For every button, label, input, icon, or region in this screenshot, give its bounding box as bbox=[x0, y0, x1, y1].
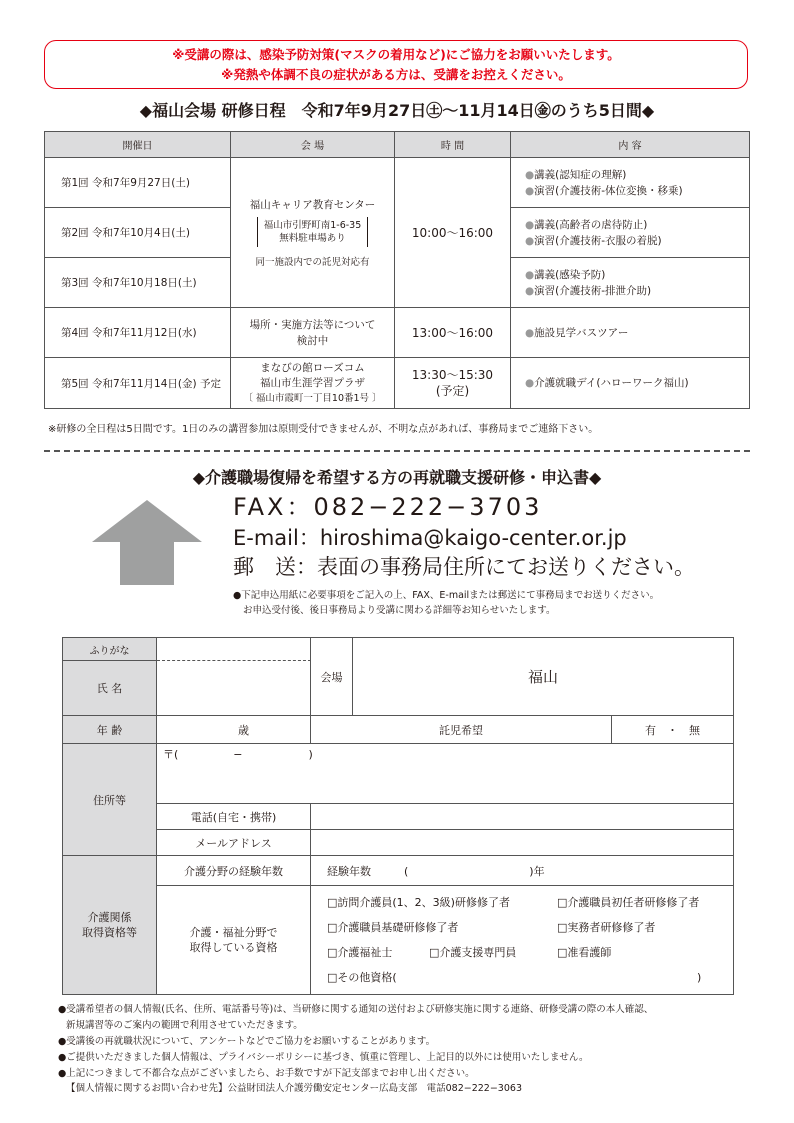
content-item: 演習(介護技術-排泄介助) bbox=[534, 284, 652, 297]
header-time: 時 間 bbox=[395, 132, 511, 158]
cert-checkbox[interactable]: □実務者研修修了者 bbox=[557, 921, 656, 934]
postal-field[interactable] bbox=[157, 744, 734, 804]
time-value: 13:30～15:30 bbox=[411, 368, 494, 382]
session-content bbox=[511, 208, 750, 258]
certification-label-line: 取得している資格 bbox=[189, 941, 278, 954]
up-arrow-icon bbox=[92, 500, 202, 585]
session-date: 第3回 令和7年10月18日(土) bbox=[45, 258, 231, 308]
childcare-label: 託児希望 bbox=[311, 716, 612, 744]
privacy-note: ●ご提供いただきました個人情報は、プライバシーポリシーに基づき、慎重に管理し、上記目的以外には使用いたしません。 bbox=[58, 1052, 589, 1063]
furigana-row bbox=[63, 638, 734, 661]
bullet-icon: ● bbox=[525, 168, 535, 181]
venue-name: 福山キャリア教育センター bbox=[249, 199, 376, 211]
venue-address: 福山市引野町南1-6-35 bbox=[263, 220, 362, 231]
cert-checkbox[interactable]: □准看護師 bbox=[557, 946, 612, 959]
schedule-row bbox=[45, 358, 750, 409]
cert-checkbox[interactable]: □介護福祉士 bbox=[327, 946, 393, 959]
phone-field[interactable] bbox=[311, 804, 734, 830]
session-content bbox=[511, 258, 750, 308]
cert-checkbox[interactable]: □介護支援専門員 bbox=[429, 946, 517, 959]
session-content bbox=[511, 308, 750, 358]
certification-row bbox=[63, 886, 734, 995]
phone-row bbox=[63, 804, 734, 830]
furigana-field[interactable] bbox=[157, 638, 311, 661]
send-note-line: お申込受付後、後日事務局より受講に関わる詳細等お知らせいたします。 bbox=[243, 605, 556, 616]
bullet-icon: ● bbox=[525, 326, 535, 339]
email-label: メールアドレス bbox=[157, 830, 311, 856]
notice-line-1: ※受講の際は、感染予防対策(マスクの着用など)にご協力をお願いいたします。 bbox=[172, 46, 620, 62]
bullet-icon: ● bbox=[525, 377, 535, 389]
content-item: 施設見学バスツアー bbox=[534, 326, 629, 339]
cert-checkbox[interactable]: □訪問介護員(1、2、3級)研修修了者 bbox=[327, 896, 510, 909]
venue-cell bbox=[231, 358, 395, 409]
postal-instruction: 郵 送：表面の事務局住所にてお送りください。 bbox=[233, 555, 695, 579]
cert-other-close: ) bbox=[697, 971, 702, 984]
certification-options bbox=[311, 886, 734, 995]
application-form bbox=[62, 637, 734, 995]
content-item: 講義(感染予防) bbox=[534, 268, 606, 281]
bullet-icon: ● bbox=[525, 234, 535, 247]
email-address[interactable]: E-mail：hiroshima@kaigo-center.or.jp bbox=[233, 526, 627, 550]
schedule-header-row bbox=[45, 132, 750, 158]
session-date: 第4回 令和7年11月12日(水) bbox=[45, 308, 231, 358]
age-row bbox=[63, 716, 734, 744]
experience-label: 介護分野の経験年数 bbox=[157, 856, 311, 886]
session-content bbox=[511, 358, 750, 409]
bullet-icon: ● bbox=[525, 284, 535, 297]
content-item: 講義(認知症の理解) bbox=[534, 168, 627, 181]
privacy-contact: 【個人情報に関するお問い合わせ先】公益財団法人介護労働安定センター広島支部 電話082−222−3063 bbox=[66, 1083, 522, 1094]
content-item: 演習(介護技術-体位変換・移乗) bbox=[534, 184, 683, 197]
venue-line: 検討中 bbox=[296, 334, 329, 347]
age-unit: 歳 bbox=[238, 723, 249, 737]
venue-cell bbox=[231, 158, 395, 308]
name-label: 氏 名 bbox=[63, 661, 157, 716]
notice-line-2: ※発熱や体調不良の症状がある方は、受講をお控えください。 bbox=[221, 66, 571, 82]
session-content bbox=[511, 158, 750, 208]
privacy-notes bbox=[58, 1002, 653, 1082]
experience-row bbox=[63, 856, 734, 886]
venue-label: 会場 bbox=[311, 638, 353, 716]
header-date: 開催日 bbox=[45, 132, 231, 158]
postal-row bbox=[63, 744, 734, 804]
session-date: 第5回 令和7年11月14日(金) 予定 bbox=[45, 358, 231, 409]
venue-line: 福山市生涯学習プラザ bbox=[260, 376, 365, 389]
notice-box bbox=[44, 40, 748, 89]
content-item: 講義(高齢者の虐待防止) bbox=[534, 218, 648, 231]
bullet-icon: ● bbox=[525, 218, 535, 231]
session-time: 13:00～16:00 bbox=[395, 308, 511, 358]
certification-label-line: 介護・福祉分野で bbox=[189, 926, 278, 939]
session-date: 第1回 令和7年9月27日(土) bbox=[45, 158, 231, 208]
postal-code: 〒( − ) bbox=[163, 748, 313, 761]
venue-value: 福山 bbox=[353, 638, 734, 716]
schedule-row bbox=[45, 158, 750, 208]
session-time bbox=[395, 358, 511, 409]
qualification-label-line: 介護関係 bbox=[87, 911, 132, 924]
venue-childcare-note: 同一施設内での託児対応有 bbox=[255, 257, 370, 268]
age-field[interactable] bbox=[157, 716, 311, 744]
send-note bbox=[233, 588, 659, 618]
session-date: 第2回 令和7年10月4日(土) bbox=[45, 208, 231, 258]
privacy-note: ●上記につきまして不都合な点がございましたら、お手数ですが下記支部までお申し出ください。 bbox=[58, 1068, 475, 1079]
privacy-note: ●受講希望者の個人情報(氏名、住所、電話番号等)は、当研修に関する通知の送付および研修実施に関する連絡、研修受講の際の本人確認、 bbox=[58, 1004, 654, 1015]
cert-checkbox-other[interactable]: □その他資格( bbox=[327, 971, 397, 984]
venue-cell bbox=[231, 308, 395, 358]
bullet-icon: ● bbox=[525, 268, 535, 281]
schedule-table bbox=[44, 131, 750, 409]
experience-field[interactable]: 経験年数 ( )年 bbox=[311, 856, 734, 886]
venue-line: まなびの館ローズコム bbox=[260, 361, 365, 374]
schedule-title: ◆福山会場 研修日程 令和7年9月27日㊏～11月14日㊎のうち5日間◆ bbox=[139, 101, 655, 120]
time-note: (予定) bbox=[435, 384, 470, 398]
venue-address-box bbox=[257, 217, 369, 247]
qualification-label bbox=[63, 856, 157, 995]
privacy-note: 新規講習等のご案内の範囲で利用させていただきます。 bbox=[66, 1020, 303, 1031]
childcare-options[interactable]: 有 ・ 無 bbox=[612, 716, 734, 744]
schedule-row bbox=[45, 308, 750, 358]
cut-line bbox=[44, 450, 750, 452]
privacy-note: ●受講後の再就職状況について、アンケートなどでご協力をお願いすることがあります。 bbox=[58, 1036, 436, 1047]
header-content: 内 容 bbox=[511, 132, 750, 158]
email-row bbox=[63, 830, 734, 856]
venue-address: 〔 福山市霞町一丁目10番1号 〕 bbox=[243, 392, 382, 404]
age-label: 年 齢 bbox=[63, 716, 157, 744]
cert-checkbox[interactable]: □介護職員基礎研修修了者 bbox=[327, 921, 459, 934]
schedule-note: ※研修の全日程は5日間です。1日のみの講習参加は原則受付できませんが、不明な点があれば、事務局までご連絡下さい。 bbox=[48, 424, 599, 435]
application-title: ◆介護職場復帰を希望する方の再就職支援研修・申込書◆ bbox=[192, 468, 602, 487]
fax-number: FAX：082−222−3703 bbox=[233, 493, 543, 521]
certification-label bbox=[157, 886, 311, 995]
content-item: 介護就職デイ(ハローワーク福山) bbox=[534, 377, 689, 389]
content-item: 演習(介護技術-衣服の着脱) bbox=[534, 234, 662, 247]
address-label: 住所等 bbox=[63, 744, 157, 856]
venue-parking: 無料駐車場あり bbox=[279, 233, 346, 244]
send-note-line: ●下記申込用紙に必要事項をご記入の上、FAX、E-mailまたは郵送にて事務局までお送りください。 bbox=[233, 590, 660, 601]
venue-line: 場所・実施方法等について bbox=[249, 318, 376, 331]
bullet-icon: ● bbox=[525, 184, 535, 197]
qualification-label-line: 取得資格等 bbox=[82, 926, 137, 939]
furigana-label: ふりがな bbox=[63, 638, 157, 661]
session-time: 10:00～16:00 bbox=[395, 158, 511, 308]
cert-checkbox[interactable]: □介護職員初任者研修修了者 bbox=[557, 896, 700, 909]
name-field[interactable] bbox=[157, 661, 311, 716]
header-venue: 会 場 bbox=[231, 132, 395, 158]
phone-label: 電話(自宅・携帯) bbox=[157, 804, 311, 830]
email-field[interactable] bbox=[311, 830, 734, 856]
